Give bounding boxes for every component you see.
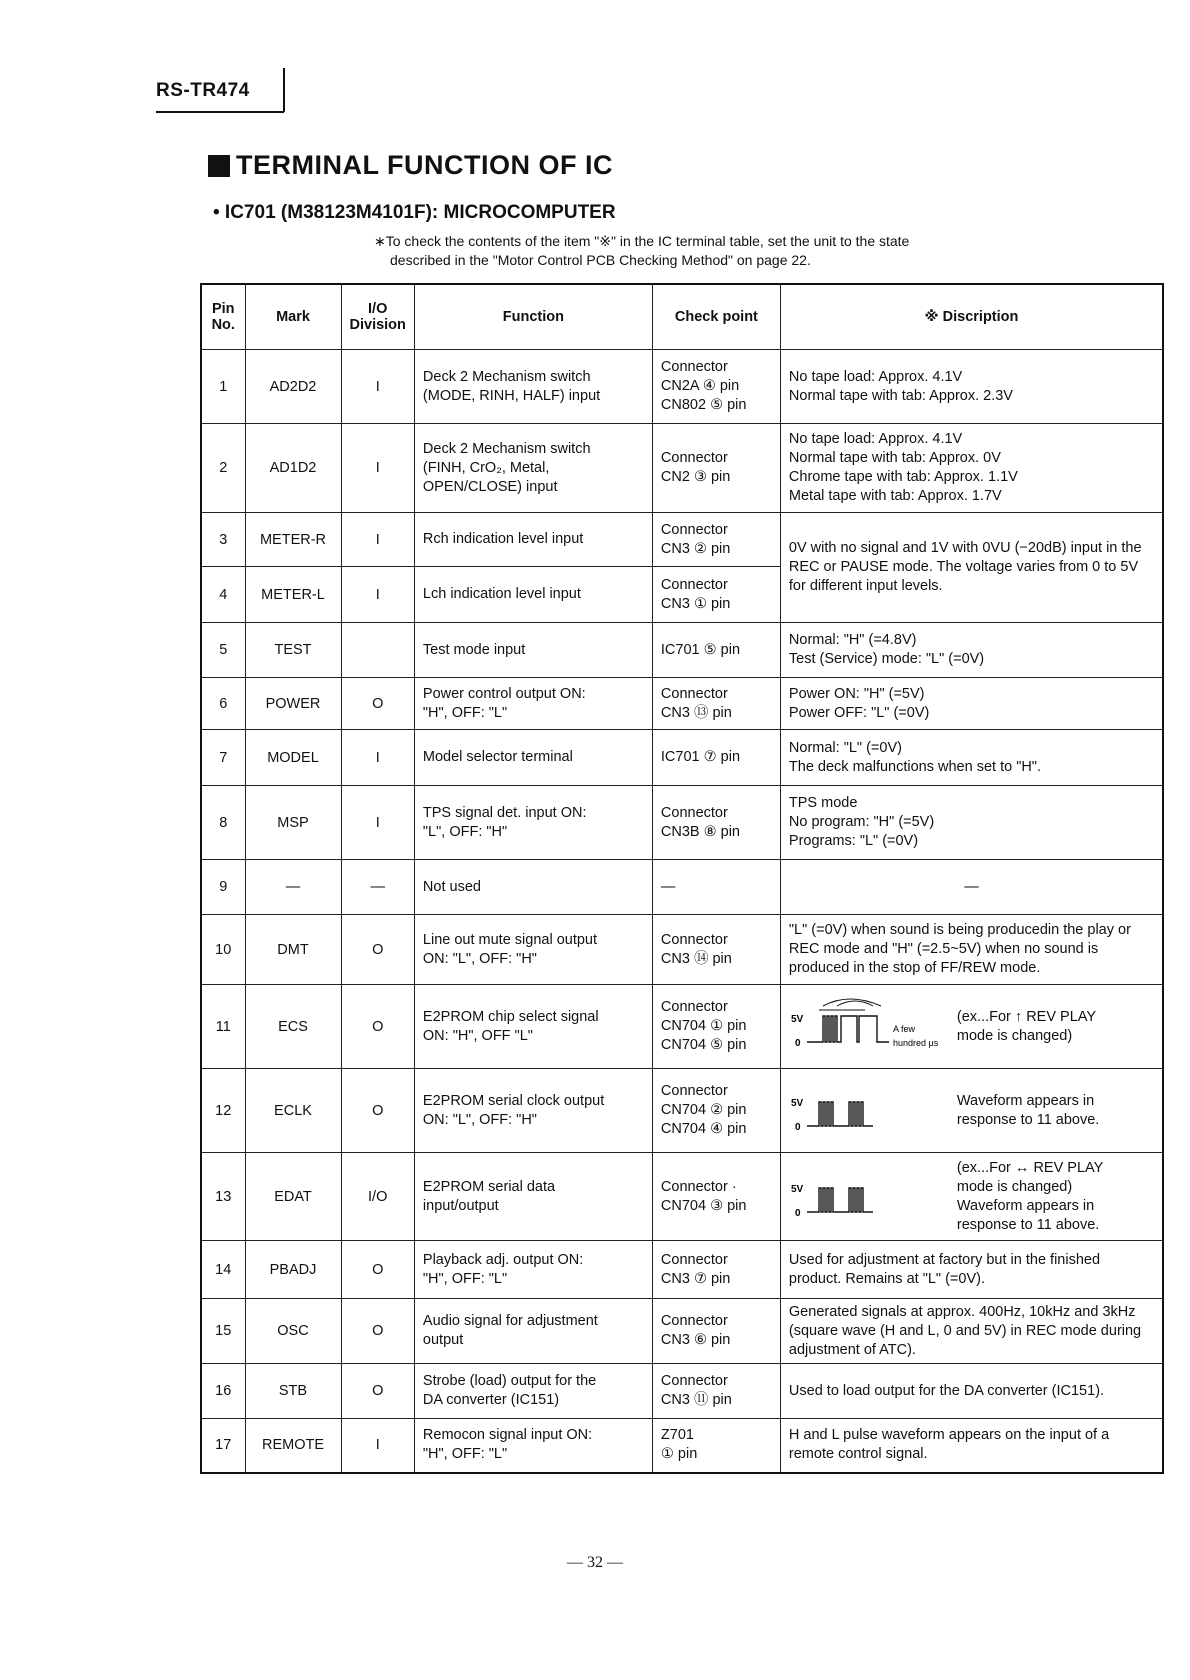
cell-io: I bbox=[341, 786, 414, 860]
cell-description: "L" (=0V) when sound is being producedin the play or REC mode and "H" (=2.5~5V) when no sound is produced in the stop of FF/REW mode. bbox=[780, 915, 1163, 985]
table-row bbox=[201, 1241, 1163, 1299]
cell-description bbox=[780, 1153, 1163, 1241]
header-mark: Mark bbox=[245, 284, 341, 350]
header-rule-horizontal bbox=[156, 111, 284, 113]
label-5v: 5V bbox=[790, 1097, 804, 1109]
section-title bbox=[208, 150, 613, 181]
cell-description: Used to load output for the DA converter (IC151). bbox=[780, 1364, 1163, 1419]
cell-check-point: Z701 ① pin bbox=[652, 1419, 780, 1473]
label-hundred-us: hundred µs bbox=[892, 1037, 939, 1048]
cell-mark: MSP bbox=[245, 786, 341, 860]
cell-pin-no: 3 bbox=[201, 513, 245, 567]
waveform-diagram bbox=[789, 1080, 949, 1142]
cell-io: I/O bbox=[341, 1153, 414, 1241]
cell-io: I bbox=[341, 513, 414, 567]
table-row bbox=[201, 1364, 1163, 1419]
cell-function: Line out mute signal output ON: "L", OFF: "H" bbox=[414, 915, 652, 985]
cell-io: O bbox=[341, 985, 414, 1069]
cell-check-point: Connector CN3 ⑬ pin bbox=[652, 678, 780, 730]
waveform-description bbox=[789, 996, 1154, 1058]
cell-check-point: Connector CN3 ⑭ pin bbox=[652, 915, 780, 985]
cell-io bbox=[341, 623, 414, 678]
cell-pin-no: 14 bbox=[201, 1241, 245, 1299]
waveform-note: (ex...For ↔ REV PLAY mode is changed) Waveform appears in response to 11 above. bbox=[956, 1159, 1104, 1233]
cell-pin-no: 7 bbox=[201, 730, 245, 786]
cell-description: Generated signals at approx. 400Hz, 10kHz and 3kHz (square wave (H and L, 0 and 5V) in REC mode during adjustment of ATC). bbox=[780, 1299, 1163, 1364]
cell-pin-no: 11 bbox=[201, 985, 245, 1069]
cell-mark: DMT bbox=[245, 915, 341, 985]
cell-check-point: Connector CN3 ② pin bbox=[652, 513, 780, 567]
cell-mark: AD2D2 bbox=[245, 350, 341, 424]
cell-pin-no: 2 bbox=[201, 424, 245, 513]
cell-mark: REMOTE bbox=[245, 1419, 341, 1473]
cell-io: O bbox=[341, 1364, 414, 1419]
cell-function: Rch indication level input bbox=[414, 513, 652, 567]
cell-check-point: IC701 ⑦ pin bbox=[652, 730, 780, 786]
cell-mark: PBADJ bbox=[245, 1241, 341, 1299]
arc-annotation bbox=[823, 999, 881, 1006]
table-row bbox=[201, 1153, 1163, 1241]
cell-check-point: Connector CN3B ⑧ pin bbox=[652, 786, 780, 860]
waveform-note: Waveform appears in response to 11 above. bbox=[956, 1092, 1100, 1128]
cell-description: 0V with no signal and 1V with 0VU (−20dB) input in the REC or PAUSE mode. The voltage varies from 0 to 5V for different input levels. bbox=[780, 513, 1163, 623]
cell-description: No tape load: Approx. 4.1V Normal tape with tab: Approx. 0V Chrome tape with tab: Approx. 1.1V Metal tape with tab: Approx. 1.7V bbox=[780, 424, 1163, 513]
header-description: ※ Discription bbox=[780, 284, 1163, 350]
table-row bbox=[201, 730, 1163, 786]
cell-pin-no: 12 bbox=[201, 1069, 245, 1153]
cell-mark: POWER bbox=[245, 678, 341, 730]
cell-io: I bbox=[341, 424, 414, 513]
ic-subtitle: • IC701 (M38123M4101F): MICROCOMPUTER bbox=[213, 202, 616, 223]
label-0v: 0 bbox=[794, 1207, 801, 1219]
cell-check-point: Connector CN2A ④ pin CN802 ⑤ pin bbox=[652, 350, 780, 424]
cell-check-point: Connector CN3 ① pin bbox=[652, 567, 780, 623]
header-function: Function bbox=[414, 284, 652, 350]
cell-function: Deck 2 Mechanism switch (MODE, RINH, HALF) input bbox=[414, 350, 652, 424]
label-0v: 0 bbox=[794, 1121, 801, 1133]
label-a-few: A few bbox=[892, 1023, 915, 1034]
cell-function: Model selector terminal bbox=[414, 730, 652, 786]
cell-description: Power ON: "H" (=5V) Power OFF: "L" (=0V) bbox=[780, 678, 1163, 730]
cell-mark: ECLK bbox=[245, 1069, 341, 1153]
header-pin-no: Pin No. bbox=[201, 284, 245, 350]
waveform-diagram bbox=[789, 1166, 949, 1228]
waveform-description bbox=[789, 1159, 1154, 1235]
waveform-note: (ex...For ↑ REV PLAY mode is changed) bbox=[956, 1008, 1097, 1044]
cell-description: Normal: "H" (=4.8V) Test (Service) mode: "L" (=0V) bbox=[780, 623, 1163, 678]
cell-pin-no: 16 bbox=[201, 1364, 245, 1419]
cell-function: E2PROM chip select signal ON: "H", OFF "L" bbox=[414, 985, 652, 1069]
cell-mark: ECS bbox=[245, 985, 341, 1069]
table-header-row bbox=[201, 284, 1163, 350]
cell-pin-no: 9 bbox=[201, 860, 245, 915]
cell-io: O bbox=[341, 1241, 414, 1299]
cell-function: Remocon signal input ON: "H", OFF: "L" bbox=[414, 1419, 652, 1473]
terminal-function-table bbox=[200, 283, 1164, 1474]
check-note-line-1: ∗To check the contents of the item "※" in the IC terminal table, set the unit to the state bbox=[374, 233, 910, 249]
table-row bbox=[201, 985, 1163, 1069]
cell-io: O bbox=[341, 1069, 414, 1153]
pulse-trace bbox=[807, 1016, 889, 1042]
cell-function: Playback adj. output ON: "H", OFF: "L" bbox=[414, 1241, 652, 1299]
cell-mark: AD1D2 bbox=[245, 424, 341, 513]
check-note bbox=[374, 232, 1074, 270]
cell-io: I bbox=[341, 350, 414, 424]
cell-pin-no: 5 bbox=[201, 623, 245, 678]
cell-mark: TEST bbox=[245, 623, 341, 678]
cell-pin-no: 17 bbox=[201, 1419, 245, 1473]
table-row bbox=[201, 786, 1163, 860]
waveform-diagram bbox=[789, 996, 949, 1058]
cell-io: O bbox=[341, 915, 414, 985]
cell-io: — bbox=[341, 860, 414, 915]
table-row bbox=[201, 1069, 1163, 1153]
cell-mark: STB bbox=[245, 1364, 341, 1419]
cell-pin-no: 10 bbox=[201, 915, 245, 985]
cell-description: — bbox=[780, 860, 1163, 915]
table-row bbox=[201, 1419, 1163, 1473]
table-row bbox=[201, 350, 1163, 424]
cell-description: TPS mode No program: "H" (=5V) Programs: "L" (=0V) bbox=[780, 786, 1163, 860]
cell-check-point: — bbox=[652, 860, 780, 915]
cell-pin-no: 8 bbox=[201, 786, 245, 860]
cell-pin-no: 6 bbox=[201, 678, 245, 730]
table-row bbox=[201, 860, 1163, 915]
cell-mark: METER-R bbox=[245, 513, 341, 567]
cell-function: E2PROM serial clock output ON: "L", OFF: "H" bbox=[414, 1069, 652, 1153]
cell-check-point: IC701 ⑤ pin bbox=[652, 623, 780, 678]
cell-function: Deck 2 Mechanism switch (FINH, CrO₂, Metal, OPEN/CLOSE) input bbox=[414, 424, 652, 513]
table-row bbox=[201, 678, 1163, 730]
cell-function: TPS signal det. input ON: "L", OFF: "H" bbox=[414, 786, 652, 860]
header-rule-vertical bbox=[283, 68, 285, 112]
cell-check-point: Connector CN3 ⑥ pin bbox=[652, 1299, 780, 1364]
cell-mark: METER-L bbox=[245, 567, 341, 623]
cell-function: Not used bbox=[414, 860, 652, 915]
cell-description bbox=[780, 1069, 1163, 1153]
cell-pin-no: 15 bbox=[201, 1299, 245, 1364]
cell-description: Normal: "L" (=0V) The deck malfunctions when set to "H". bbox=[780, 730, 1163, 786]
model-number: RS-TR474 bbox=[156, 80, 250, 101]
cell-description: H and L pulse waveform appears on the input of a remote control signal. bbox=[780, 1419, 1163, 1473]
label-0v: 0 bbox=[794, 1037, 801, 1049]
cell-io: O bbox=[341, 678, 414, 730]
cell-check-point: Connector CN2 ③ pin bbox=[652, 424, 780, 513]
pulse-trace bbox=[807, 1102, 873, 1126]
cell-mark: OSC bbox=[245, 1299, 341, 1364]
check-note-line-2: described in the "Motor Control PCB Checking Method" on page 22. bbox=[390, 252, 811, 268]
waveform-description bbox=[789, 1080, 1154, 1142]
label-5v: 5V bbox=[790, 1183, 804, 1195]
cell-function: Strobe (load) output for the DA converter (IC151) bbox=[414, 1364, 652, 1419]
cell-function: Audio signal for adjustment output bbox=[414, 1299, 652, 1364]
cell-mark: — bbox=[245, 860, 341, 915]
cell-io: I bbox=[341, 567, 414, 623]
cell-description: Used for adjustment at factory but in the finished product. Remains at "L" (=0V). bbox=[780, 1241, 1163, 1299]
cell-check-point: Connector CN3 ⑪ pin bbox=[652, 1364, 780, 1419]
cell-function: Test mode input bbox=[414, 623, 652, 678]
cell-pin-no: 13 bbox=[201, 1153, 245, 1241]
cell-function: Power control output ON: "H", OFF: "L" bbox=[414, 678, 652, 730]
cell-check-point: Connector · CN704 ③ pin bbox=[652, 1153, 780, 1241]
cell-pin-no: 4 bbox=[201, 567, 245, 623]
header-check-point: Check point bbox=[652, 284, 780, 350]
cell-pin-no: 1 bbox=[201, 350, 245, 424]
cell-description bbox=[780, 985, 1163, 1069]
table-row bbox=[201, 1299, 1163, 1364]
cell-mark: EDAT bbox=[245, 1153, 341, 1241]
table-row bbox=[201, 915, 1163, 985]
cell-function: Lch indication level input bbox=[414, 567, 652, 623]
header-io-division: I/O Division bbox=[341, 284, 414, 350]
table-row bbox=[201, 623, 1163, 678]
cell-description: No tape load: Approx. 4.1V Normal tape with tab: Approx. 2.3V bbox=[780, 350, 1163, 424]
cell-io: O bbox=[341, 1299, 414, 1364]
page-number: — 32 — bbox=[567, 1554, 623, 1571]
section-title-text: TERMINAL FUNCTION OF IC bbox=[236, 150, 613, 180]
table-row bbox=[201, 513, 1163, 567]
black-square-icon bbox=[208, 155, 230, 177]
cell-io: I bbox=[341, 1419, 414, 1473]
cell-mark: MODEL bbox=[245, 730, 341, 786]
pulse-trace bbox=[807, 1188, 873, 1212]
cell-io: I bbox=[341, 730, 414, 786]
cell-check-point: Connector CN704 ① pin CN704 ⑤ pin bbox=[652, 985, 780, 1069]
table-row bbox=[201, 424, 1163, 513]
cell-check-point: Connector CN3 ⑦ pin bbox=[652, 1241, 780, 1299]
cell-check-point: Connector CN704 ② pin CN704 ④ pin bbox=[652, 1069, 780, 1153]
label-5v: 5V bbox=[790, 1013, 804, 1025]
cell-function: E2PROM serial data input/output bbox=[414, 1153, 652, 1241]
